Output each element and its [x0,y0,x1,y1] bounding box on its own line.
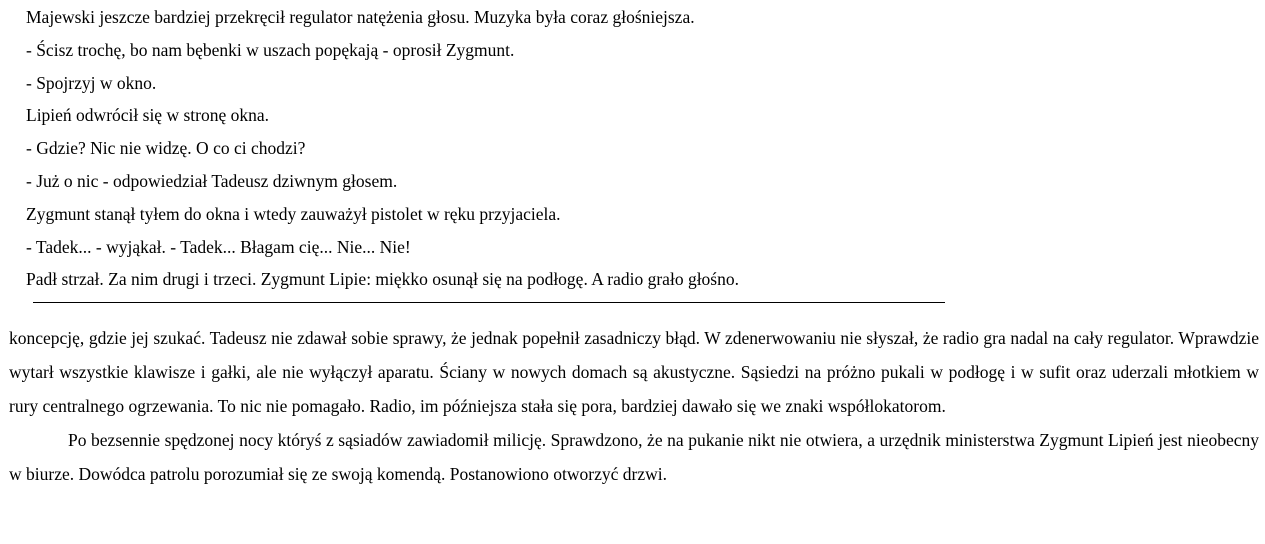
dialogue-line: Lipień odwrócił się w stronę okna. [26,105,270,126]
body-text [9,321,1259,491]
dialogue-line: - Ścisz trochę, bo nam bębenki w uszach popękają - oprosił Zygmunt. [26,39,515,60]
dialogue-line: - Już o nic - odpowiedział Tadeusz dziwnym głosem. [26,170,398,191]
paragraph: Po bezsennie spędzonej nocy któryś z sąsiadów zawiadomił milicję. Sprawdzono, że na pukanie nikt nie otwiera, a urzędnik ministerstwa Zygmunt Lipień jest nieobecny w biurze. Dowódca patrolu porozumiał się ze swoją komendą. Postanowiono otworzyć drzwi. [9,430,1259,484]
dialogue-block [26,6,739,301]
paragraph: koncepcję, gdzie jej szukać. Tadeusz nie zdawał sobie sprawy, że jednak popełnił zasadniczy błąd. W zdenerwowaniu nie słyszał, że radio gra nadal na cały regulator. Wprawdzie wytarł wszystkie klawisze i gałki, ale nie wyłączył aparatu. Ściany w nowych domach są akustyczne. Sąsiedzi na próżno pukali w podłogę i w sufit oraz uderzali młotkiem w rury centralnego ogrzewania. To nic nie pomagało. Radio, im późniejsza stała się pora, bardziej dawało się we znaki współlokatorom. [9,328,1259,416]
dialogue-line: - Tadek... - wyjąkał. - Tadek... Błagam cię... Nie... Nie! [26,236,411,257]
dialogue-line: - Spojrzyj w okno. [26,72,157,93]
dialogue-line: Padł strzał. Za nim drugi i trzeci. Zygmunt Lipie: miękko osunął się na podłogę. A radio grało głośno. [26,269,739,290]
dialogue-line: - Gdzie? Nic nie widzę. O co ci chodzi? [26,138,306,159]
dialogue-line: Zygmunt stanął tyłem do okna i wtedy zauważył pistolet w ręku przyjaciela. [26,203,561,224]
separator-rule-left [33,302,489,303]
separator-rule-right [489,302,945,303]
dialogue-line: Majewski jeszcze bardziej przekręcił regulator natężenia głosu. Muzyka była coraz głośniejsza. [26,7,695,27]
